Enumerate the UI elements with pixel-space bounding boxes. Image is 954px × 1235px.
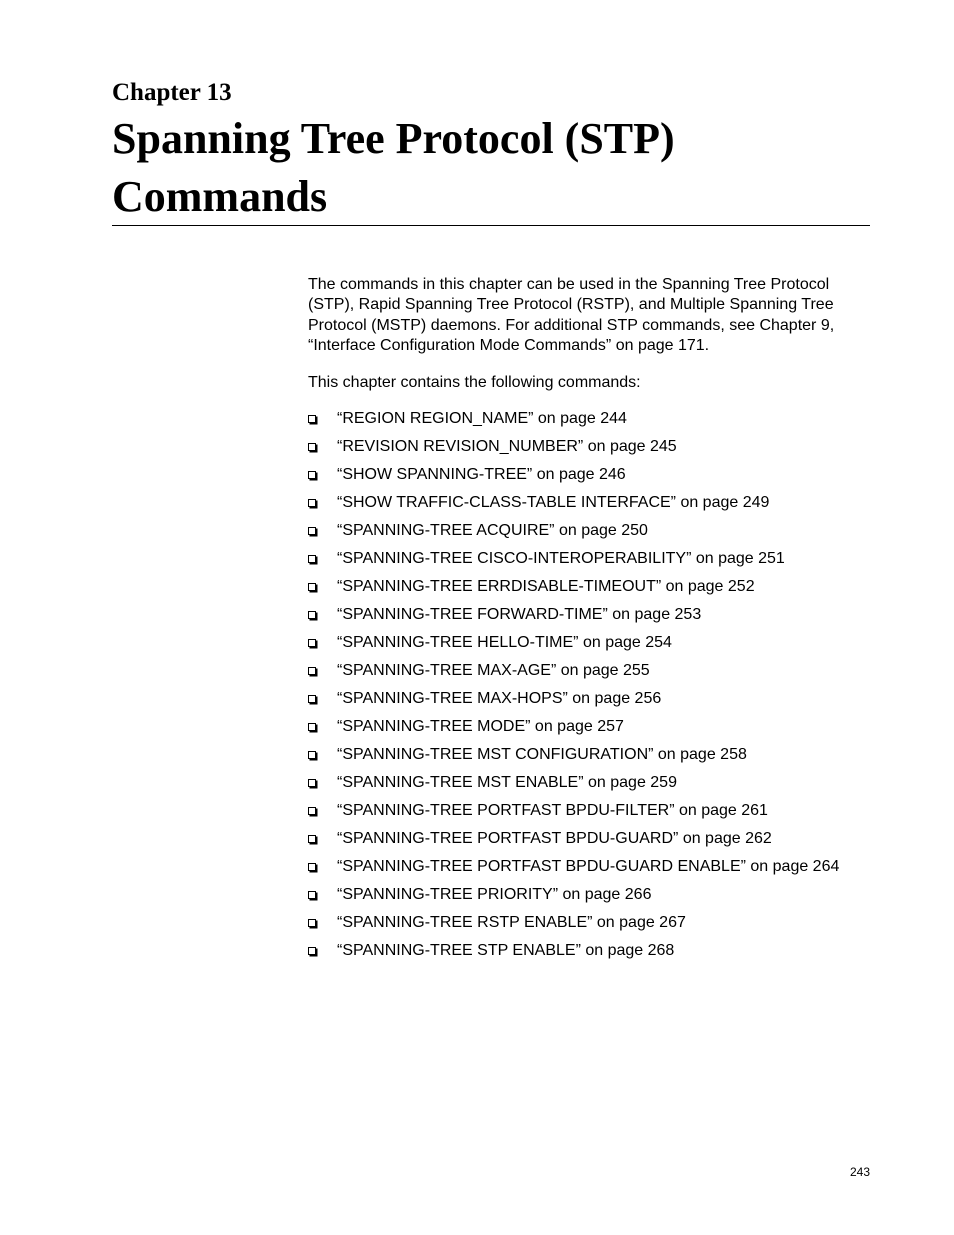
command-link[interactable]: “SPANNING-TREE PORTFAST BPDU-GUARD ENABLE” on page 264: [337, 858, 840, 876]
checkbox-square-icon: [308, 891, 316, 899]
command-list-item[interactable]: [308, 661, 870, 681]
command-list-item[interactable]: [308, 633, 870, 653]
checkbox-square-icon: [308, 639, 316, 647]
command-link[interactable]: “SPANNING-TREE MAX-HOPS” on page 256: [337, 690, 662, 708]
command-list-item[interactable]: [308, 801, 870, 821]
command-link[interactable]: “SPANNING-TREE ACQUIRE” on page 250: [337, 522, 648, 540]
checkbox-square-icon: [308, 471, 316, 479]
command-list-item[interactable]: [308, 577, 870, 597]
checkbox-square-icon: [308, 751, 316, 759]
checkbox-square-icon: [308, 667, 316, 675]
command-list-item[interactable]: [308, 857, 870, 877]
checkbox-square-icon: [308, 835, 316, 843]
command-list-item[interactable]: [308, 913, 870, 933]
command-link[interactable]: “SPANNING-TREE RSTP ENABLE” on page 267: [337, 914, 686, 932]
command-list-item[interactable]: [308, 885, 870, 905]
command-list-item[interactable]: [308, 773, 870, 793]
checkbox-square-icon: [308, 527, 316, 535]
checkbox-square-icon: [308, 443, 316, 451]
checkbox-square-icon: [308, 499, 316, 507]
command-list-item[interactable]: [308, 465, 870, 485]
command-link[interactable]: “SPANNING-TREE STP ENABLE” on page 268: [337, 942, 675, 960]
command-link[interactable]: “SPANNING-TREE PORTFAST BPDU-FILTER” on page 261: [337, 802, 768, 820]
command-link[interactable]: “SPANNING-TREE PORTFAST BPDU-GUARD” on page 262: [337, 830, 772, 848]
command-link[interactable]: “SPANNING-TREE ERRDISABLE-TIMEOUT” on page 252: [337, 578, 755, 596]
checkbox-square-icon: [308, 695, 316, 703]
title-divider: [112, 225, 870, 226]
command-list-item[interactable]: [308, 689, 870, 709]
page-title: Spanning Tree Protocol (STP) Commands: [112, 114, 675, 221]
command-list: [308, 409, 870, 961]
command-link[interactable]: “SPANNING-TREE PRIORITY” on page 266: [337, 886, 652, 904]
command-link[interactable]: “SHOW TRAFFIC-CLASS-TABLE INTERFACE” on page 249: [337, 494, 770, 512]
checkbox-square-icon: [308, 863, 316, 871]
command-list-lead: This chapter contains the following commands:: [308, 374, 641, 392]
command-list-item[interactable]: [308, 409, 870, 429]
command-link[interactable]: “REVISION REVISION_NUMBER” on page 245: [337, 438, 677, 456]
command-link[interactable]: “SPANNING-TREE HELLO-TIME” on page 254: [337, 634, 672, 652]
command-link[interactable]: “SHOW SPANNING-TREE” on page 246: [337, 466, 626, 484]
command-list-item[interactable]: [308, 521, 870, 541]
command-link[interactable]: “REGION REGION_NAME” on page 244: [337, 410, 627, 428]
page-number: 243: [849, 1165, 870, 1179]
command-link[interactable]: “SPANNING-TREE CISCO-INTEROPERABILITY” on page 251: [337, 550, 785, 568]
checkbox-square-icon: [308, 947, 316, 955]
command-list-item[interactable]: [308, 493, 870, 513]
checkbox-square-icon: [308, 415, 316, 423]
intro-paragraph: The commands in this chapter can be used in the Spanning Tree Protocol (STP), Rapid Spanning Tree Protocol (RSTP), and Multiple Spanning Tree Protocol (MSTP) daemons. For additional STP commands, see Chapter 9, “Interface Configuration Mode Commands” on page 171.: [308, 276, 835, 354]
command-link[interactable]: “SPANNING-TREE MST ENABLE” on page 259: [337, 774, 677, 792]
command-list-item[interactable]: [308, 941, 870, 961]
command-link[interactable]: “SPANNING-TREE FORWARD-TIME” on page 253: [337, 606, 702, 624]
command-list-item[interactable]: [308, 437, 870, 457]
checkbox-square-icon: [308, 583, 316, 591]
checkbox-square-icon: [308, 779, 316, 787]
checkbox-square-icon: [308, 555, 316, 563]
chapter-body: [308, 275, 870, 969]
command-list-item[interactable]: [308, 717, 870, 737]
checkbox-square-icon: [308, 611, 316, 619]
command-list-item[interactable]: [308, 829, 870, 849]
checkbox-square-icon: [308, 919, 316, 927]
checkbox-square-icon: [308, 807, 316, 815]
command-link[interactable]: “SPANNING-TREE MST CONFIGURATION” on page 258: [337, 746, 747, 764]
chapter-label: Chapter 13: [112, 79, 232, 106]
command-list-item[interactable]: [308, 605, 870, 625]
command-list-item[interactable]: [308, 549, 870, 569]
command-link[interactable]: “SPANNING-TREE MAX-AGE” on page 255: [337, 662, 650, 680]
command-list-item[interactable]: [308, 745, 870, 765]
command-link[interactable]: “SPANNING-TREE MODE” on page 257: [337, 718, 624, 736]
checkbox-square-icon: [308, 723, 316, 731]
